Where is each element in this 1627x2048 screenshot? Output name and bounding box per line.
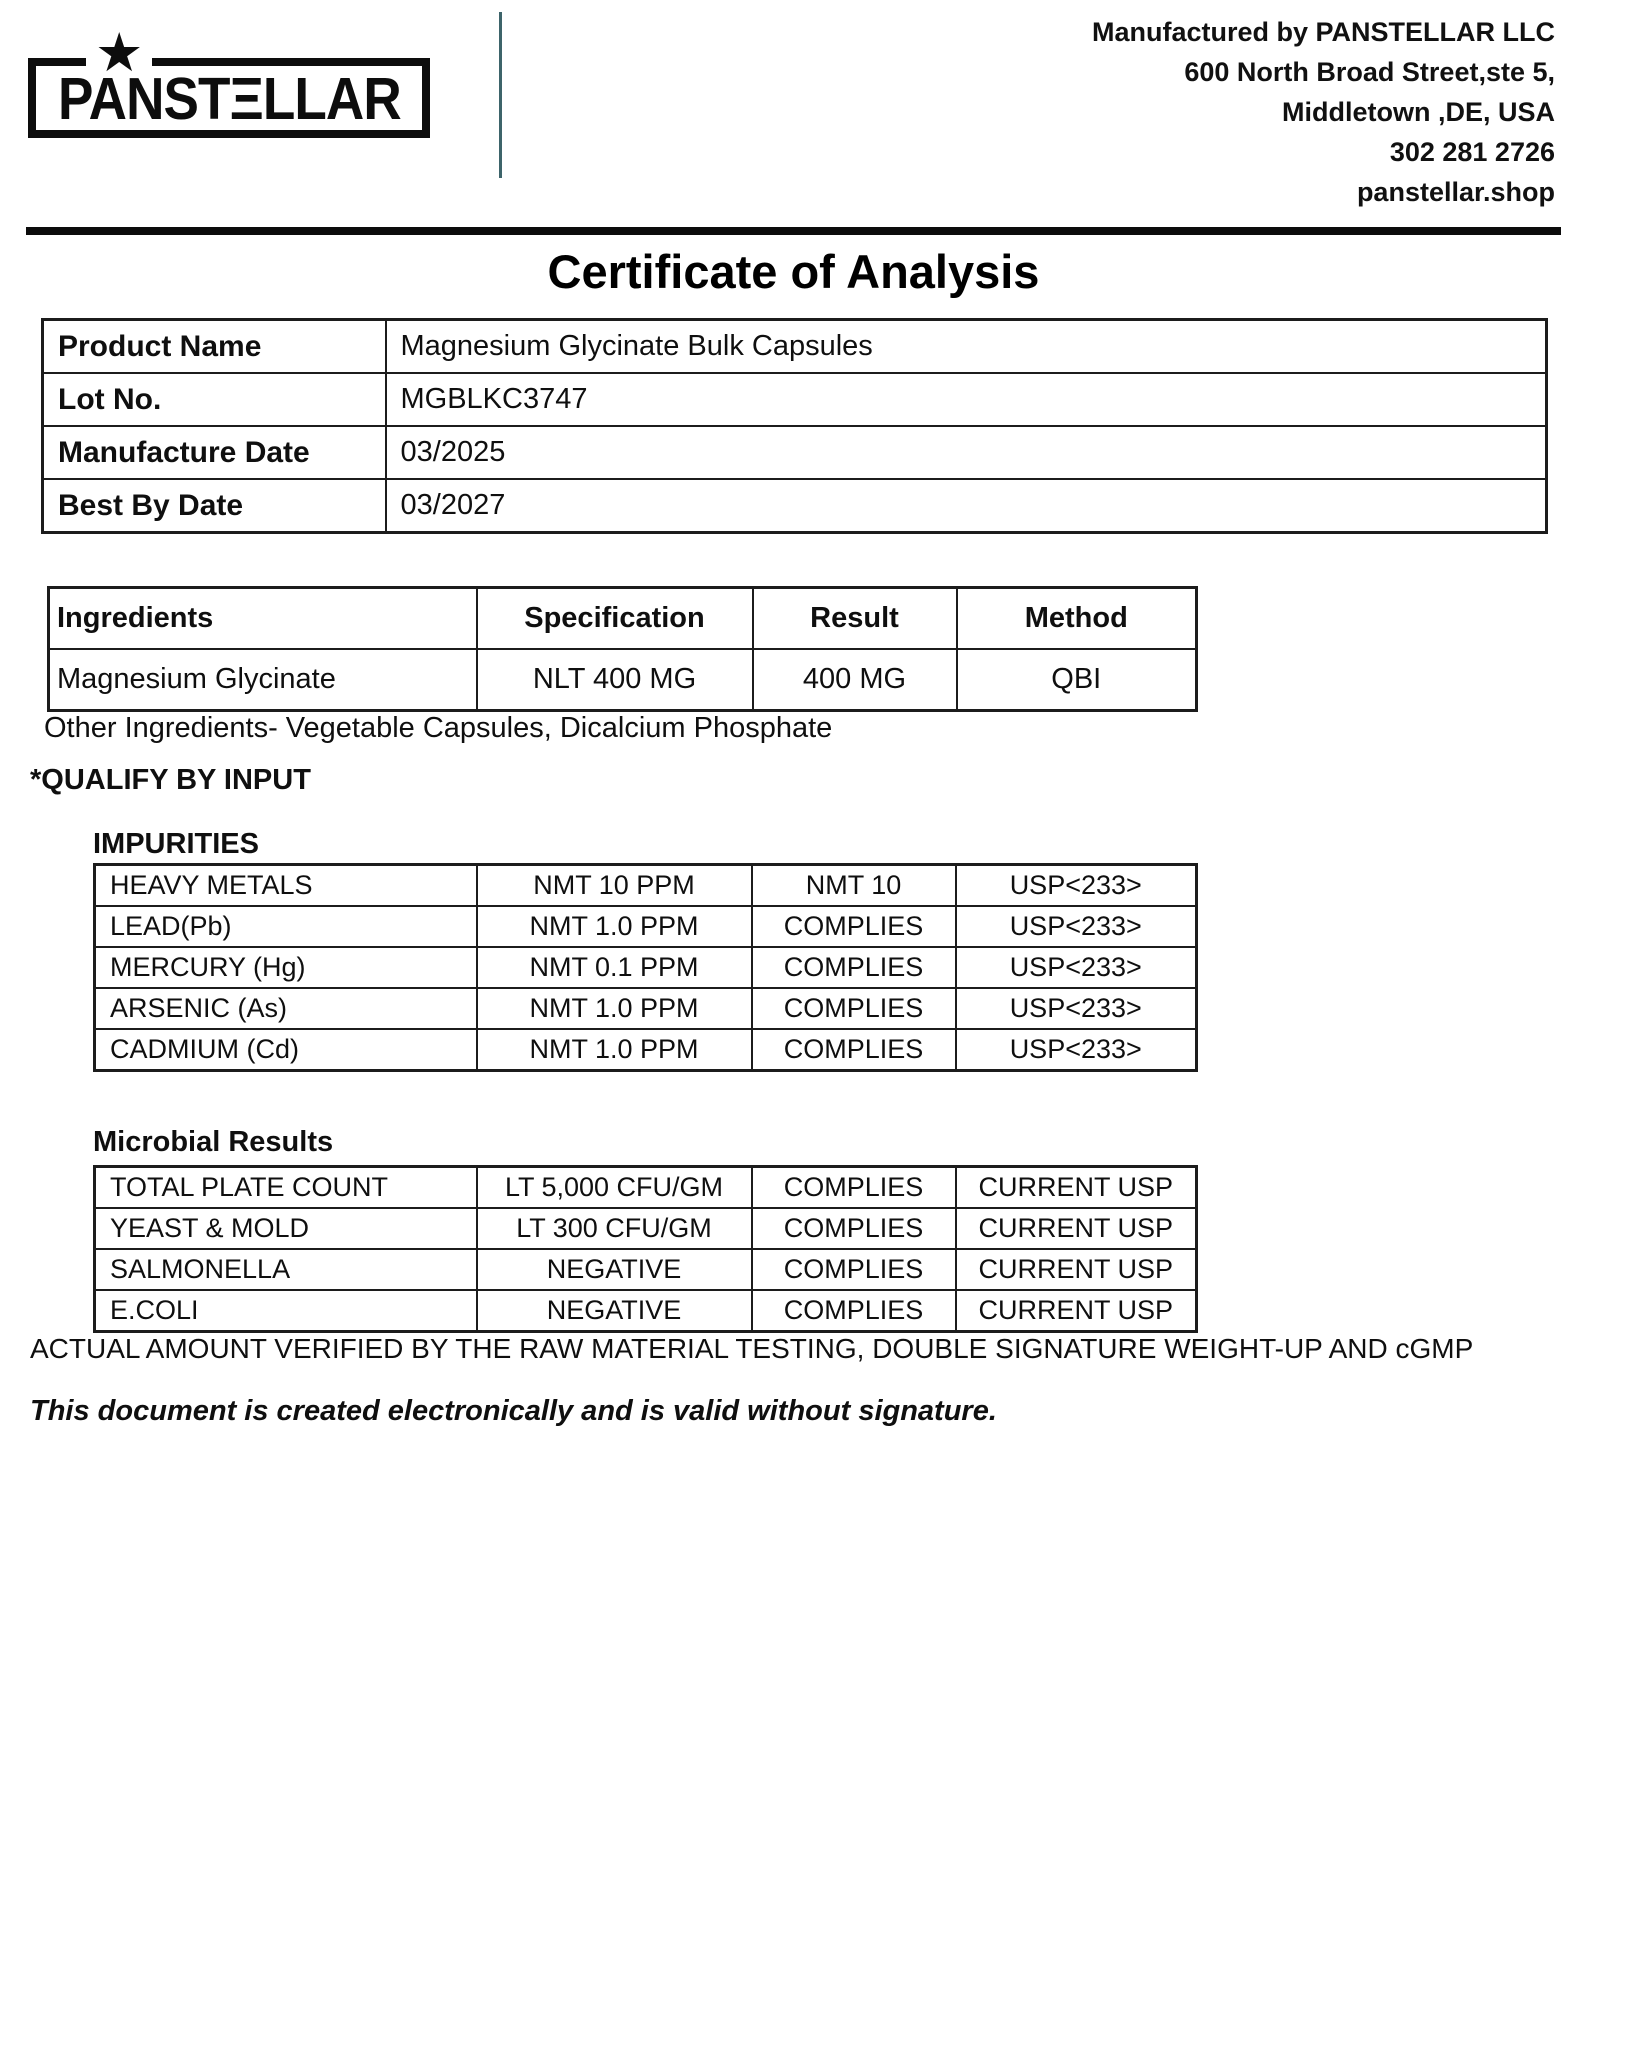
microbial-result-cell: COMPLIES (752, 1208, 956, 1249)
impurity-name-cell: CADMIUM (Cd) (95, 1029, 477, 1071)
lot-no-label: Lot No. (43, 373, 386, 426)
microbial-test-cell: SALMONELLA (95, 1249, 477, 1290)
product-info-row (43, 373, 1547, 426)
manufacture-date-label: Manufacture Date (43, 426, 386, 479)
microbial-test-cell: E.COLI (95, 1290, 477, 1332)
microbial-result-cell: COMPLIES (752, 1290, 956, 1332)
qualify-note: *QUALIFY BY INPUT (30, 764, 311, 796)
signature-disclaimer: This document is created electronically and is valid without signature. (30, 1395, 997, 1427)
address-line-website: panstellar.shop (1356, 177, 1555, 207)
impurity-spec-cell: NMT 1.0 PPM (477, 1029, 752, 1071)
ingredients-header-cell: Ingredients (49, 588, 477, 650)
result-header-cell: Result (753, 588, 957, 650)
impurity-result-cell: COMPLIES (752, 947, 956, 988)
product-name-label: Product Name (43, 320, 386, 374)
address-line-city: Middletown ,DE, USA (1282, 97, 1555, 127)
product-info-row (43, 320, 1547, 374)
logo-wordmark-stylized-e: Ξ (229, 65, 263, 132)
product-info-row (43, 479, 1547, 533)
microbial-heading: Microbial Results (93, 1126, 334, 1158)
ingredient-spec-cell: NLT 400 MG (477, 649, 753, 711)
impurities-row (95, 988, 1197, 1029)
microbial-spec-cell: NEGATIVE (477, 1249, 752, 1290)
impurity-result-cell: NMT 10 (752, 865, 956, 907)
impurity-result-cell: COMPLIES (752, 1029, 956, 1071)
ingredient-name-cell: Magnesium Glycinate (49, 649, 477, 711)
impurity-spec-cell: NMT 0.1 PPM (477, 947, 752, 988)
lot-no-value: MGBLKC3747 (386, 373, 1547, 426)
microbial-result-cell: COMPLIES (752, 1167, 956, 1209)
ingredient-method-cell: QBI (957, 649, 1197, 711)
header-rule (26, 227, 1561, 235)
ingredients-header-row (49, 588, 1197, 650)
impurity-method-cell: USP<233> (956, 988, 1197, 1029)
impurity-method-cell: USP<233> (956, 865, 1197, 907)
impurity-name-cell: LEAD(Pb) (95, 906, 477, 947)
best-by-date-value: 03/2027 (386, 479, 1547, 533)
impurity-spec-cell: NMT 10 PPM (477, 865, 752, 907)
manufacturer-address (1092, 12, 1555, 212)
logo-wordmark (57, 65, 401, 132)
product-name-value: Magnesium Glycinate Bulk Capsules (386, 320, 1547, 374)
microbial-method-cell: CURRENT USP (956, 1249, 1197, 1290)
header-separator-line (499, 12, 502, 178)
microbial-row (95, 1208, 1197, 1249)
microbial-row (95, 1167, 1197, 1209)
impurity-method-cell: USP<233> (956, 906, 1197, 947)
microbial-test-cell: TOTAL PLATE COUNT (95, 1167, 477, 1209)
impurity-spec-cell: NMT 1.0 PPM (477, 988, 752, 1029)
address-line-manufacturer: Manufactured by PANSTELLAR LLC (1091, 17, 1555, 47)
impurity-method-cell: USP<233> (956, 947, 1197, 988)
page-title: Certificate of Analysis (547, 245, 1040, 298)
microbial-row (95, 1249, 1197, 1290)
microbial-method-cell: CURRENT USP (956, 1167, 1197, 1209)
brand-logo (28, 23, 430, 138)
impurities-row (95, 865, 1197, 907)
microbial-spec-cell: LT 5,000 CFU/GM (477, 1167, 752, 1209)
impurities-heading: IMPURITIES (93, 828, 259, 860)
microbial-test-cell: YEAST & MOLD (95, 1208, 477, 1249)
microbial-method-cell: CURRENT USP (956, 1208, 1197, 1249)
specification-header-cell: Specification (477, 588, 753, 650)
impurity-method-cell: USP<233> (956, 1029, 1197, 1071)
product-info-row (43, 426, 1547, 479)
manufacture-date-value: 03/2025 (386, 426, 1547, 479)
impurity-result-cell: COMPLIES (752, 906, 956, 947)
address-line-street: 600 North Broad Street,ste 5, (1184, 57, 1555, 87)
impurities-row (95, 1029, 1197, 1071)
other-ingredients-note: Other Ingredients- Vegetable Capsules, Dicalcium Phosphate (44, 712, 833, 744)
impurity-spec-cell: NMT 1.0 PPM (477, 906, 752, 947)
logo-wordmark-suffix: LLAR (262, 65, 401, 132)
ingredients-data-row (49, 649, 1197, 711)
impurity-name-cell: MERCURY (Hg) (95, 947, 477, 988)
microbial-row (95, 1290, 1197, 1332)
impurities-table (93, 863, 1198, 1072)
address-line-phone: 302 281 2726 (1389, 137, 1555, 167)
impurity-name-cell: ARSENIC (As) (95, 988, 477, 1029)
microbial-spec-cell: NEGATIVE (477, 1290, 752, 1332)
impurities-row (95, 947, 1197, 988)
impurity-name-cell: HEAVY METALS (95, 865, 477, 907)
microbial-result-cell: COMPLIES (752, 1249, 956, 1290)
microbial-method-cell: CURRENT USP (956, 1290, 1197, 1332)
verification-note: ACTUAL AMOUNT VERIFIED BY THE RAW MATERIAL TESTING, DOUBLE SIGNATURE WEIGHT-UP AND cGMP (30, 1333, 1474, 1364)
ingredients-table (47, 586, 1198, 712)
method-header-cell: Method (957, 588, 1197, 650)
logo-wordmark-prefix: PANST (57, 65, 230, 132)
impurity-result-cell: COMPLIES (752, 988, 956, 1029)
star-icon: ★ (95, 23, 144, 83)
microbial-table (93, 1165, 1198, 1333)
best-by-date-label: Best By Date (43, 479, 386, 533)
ingredient-result-cell: 400 MG (753, 649, 957, 711)
impurities-row (95, 906, 1197, 947)
microbial-spec-cell: LT 300 CFU/GM (477, 1208, 752, 1249)
product-info-table (41, 318, 1548, 534)
